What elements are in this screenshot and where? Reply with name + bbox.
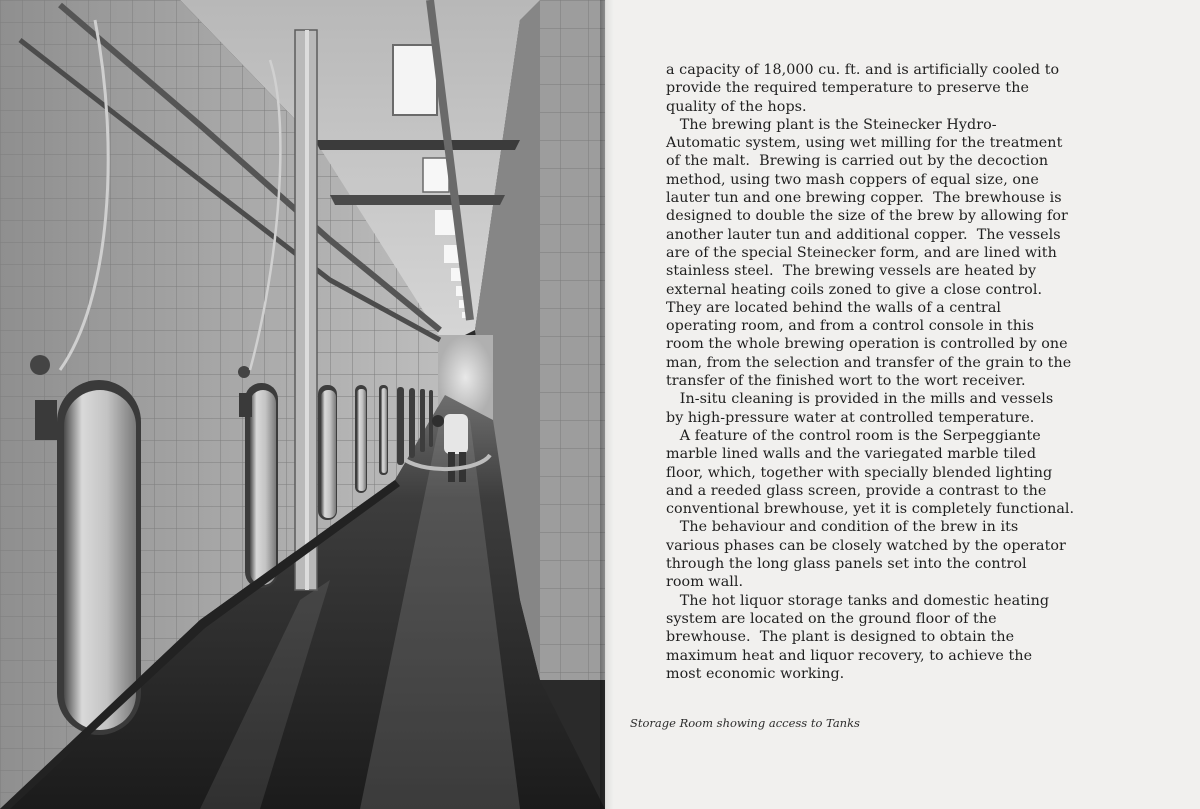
- text-line: most economic working.: [666, 665, 845, 682]
- text-line: various phases can be closely watched by the operator: [666, 537, 1066, 554]
- text-line: floor, which, together with specially blended lighting: [666, 464, 1053, 481]
- text-line: In-situ cleaning is provided in the mills and vessels: [666, 391, 1054, 408]
- text-line: quality of the hops.: [666, 98, 807, 115]
- text-line: maximum heat and liquor recovery, to achieve the: [666, 647, 1033, 664]
- text-line: lauter tun and one brewing copper. The brewhouse is: [666, 190, 1062, 207]
- text-line: Automatic system, using wet milling for the treatment: [666, 135, 1063, 152]
- text-line: room the whole brewing operation is controlled by one: [666, 336, 1068, 353]
- text-line: and a reeded glass screen, provide a contrast to the: [666, 482, 1047, 499]
- text-line: marble lined walls and the variegated marble tiled: [666, 446, 1037, 463]
- text-line: method, using two mash coppers of equal size, one: [666, 171, 1039, 188]
- text-line: system are located on the ground floor of the: [666, 610, 997, 627]
- text-line: provide the required temperature to preserve the: [666, 80, 1029, 97]
- text-line: A feature of the control room is the Serpeggiante: [666, 427, 1041, 444]
- text-line: brewhouse. The plant is designed to obtain the: [666, 629, 1015, 646]
- text-line: a capacity of 18,000 cu. ft. and is artificially cooled to: [666, 62, 1060, 78]
- text-line: another lauter tun and additional copper. The vessels: [666, 226, 1061, 243]
- text-line: are of the special Steinecker form, and are lined with: [666, 244, 1057, 261]
- text-line: by high-pressure water at controlled temperature.: [666, 409, 1035, 426]
- text-line: external heating coils zoned to give a close control.: [666, 281, 1043, 298]
- text-line: through the long glass panels set into the control: [666, 556, 1027, 573]
- text-line: The behaviour and condition of the brew in its: [666, 519, 1019, 536]
- text-line: The brewing plant is the Steinecker Hydro-: [666, 116, 997, 133]
- text-line: designed to double the size of the brew by allowing for: [666, 208, 1068, 225]
- text-line: of the malt. Brewing is carried out by the decoction: [666, 153, 1049, 170]
- body-text: [666, 61, 1136, 683]
- text-line: room wall.: [666, 574, 744, 591]
- text-line: transfer of the finished wort to the wort receiver.: [666, 373, 1026, 390]
- text-line: The hot liquor storage tanks and domestic heating: [666, 592, 1050, 609]
- text-page: [610, 0, 1200, 809]
- photo-caption: Storage Room showing access to Tanks: [630, 716, 860, 730]
- text-line: They are located behind the walls of a central: [666, 299, 1002, 316]
- text-line: conventional brewhouse, yet it is completely functional.: [666, 501, 1075, 518]
- text-line: stainless steel. The brewing vessels are heated by: [666, 263, 1037, 280]
- text-line: operating room, and from a control console in this: [666, 318, 1034, 335]
- text-line: man, from the selection and transfer of the grain to the: [666, 354, 1072, 371]
